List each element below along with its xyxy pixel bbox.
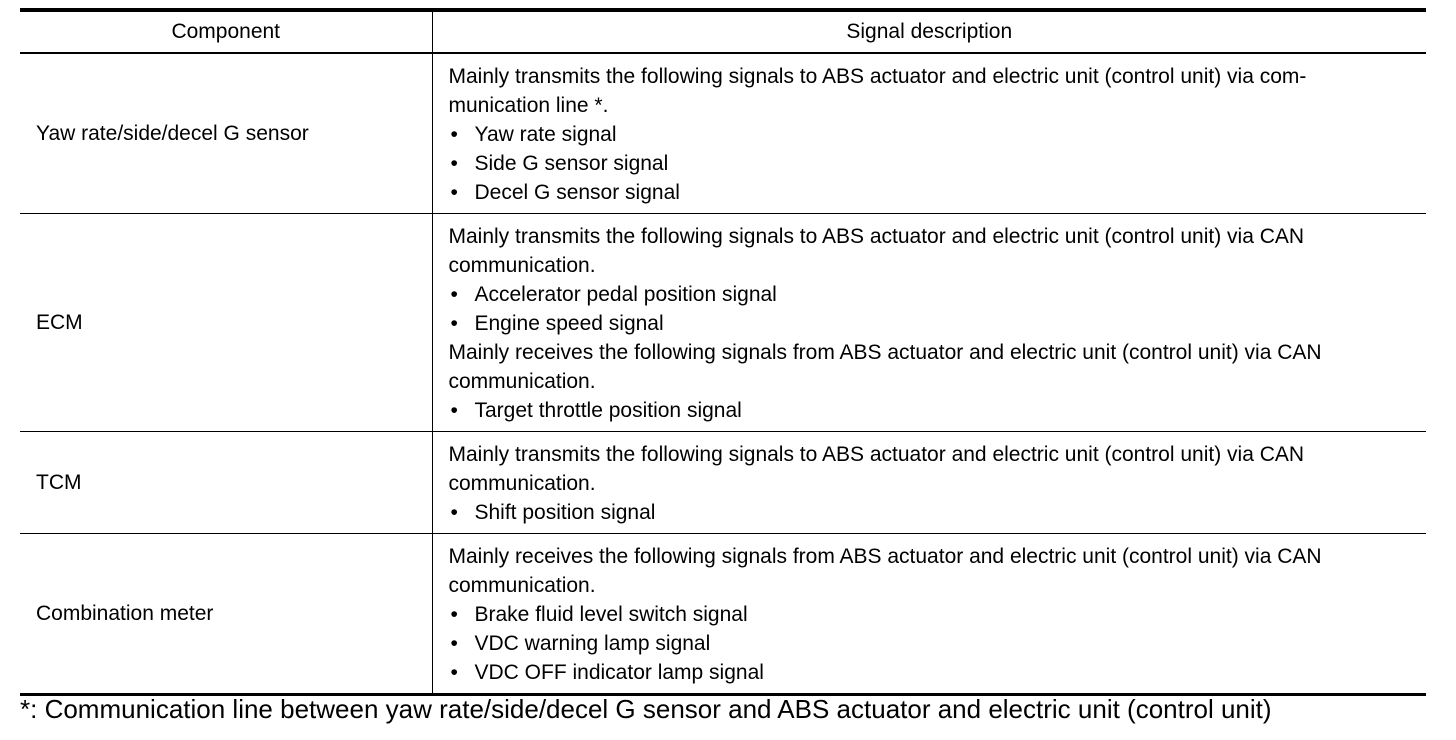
signal-description-cell [432, 214, 1426, 432]
description-line: communication. [448, 574, 596, 597]
bullet-glyph: • [450, 181, 458, 204]
component-cell: TCM [20, 432, 432, 534]
bullet-text: Engine speed signal [474, 312, 664, 335]
component-cell: Yaw rate/side/decel G sensor [20, 53, 432, 214]
signal-table-container [20, 8, 1426, 696]
bullet-text: Yaw rate signal [474, 123, 617, 146]
signal-description-cell [432, 534, 1426, 695]
bullet-text: Accelerator pedal position signal [474, 283, 777, 306]
signal-bullet-item [449, 629, 1421, 658]
description-line: Mainly transmits the following signals to ABS actuator and electric unit (control unit) via CAN [448, 443, 1305, 466]
description-line: Mainly transmits the following signals to ABS actuator and electric unit (control unit) via CAN [448, 225, 1305, 248]
description-line: communication. [448, 370, 596, 393]
header-component: Component [20, 10, 432, 53]
signal-description-cell [432, 432, 1426, 534]
bullet-glyph: • [450, 632, 458, 655]
bullet-text: Brake fluid level switch signal [474, 603, 748, 626]
signal-bullet-item [449, 600, 1421, 629]
header-signal-description: Signal description [432, 10, 1426, 53]
signal-bullet-item [449, 178, 1421, 207]
signal-bullet-item [449, 149, 1421, 178]
signal-description-cell [432, 53, 1426, 214]
component-cell: ECM [20, 214, 432, 432]
bullet-glyph: • [450, 312, 458, 335]
table-row [20, 214, 1426, 432]
description-line: Mainly transmits the following signals to ABS actuator and electric unit (control unit) via com- [448, 65, 1307, 88]
table-body [20, 53, 1426, 695]
signal-table [20, 8, 1426, 696]
bullet-text: VDC warning lamp signal [474, 632, 711, 655]
bullet-text: VDC OFF indicator lamp signal [474, 661, 764, 684]
bullet-glyph: • [450, 501, 458, 524]
footnote: *: Communication line between yaw rate/side/decel G sensor and ABS actuator and electric unit (control unit) [20, 694, 1272, 724]
description-line: Mainly receives the following signals from ABS actuator and electric unit (control unit) via CAN [448, 341, 1322, 364]
table-header-row [20, 10, 1426, 53]
description-line: munication line *. [448, 94, 609, 117]
table-row [20, 53, 1426, 214]
table-row [20, 432, 1426, 534]
signal-bullet-item [449, 120, 1421, 149]
bullet-glyph: • [450, 399, 458, 422]
signal-bullet-item [449, 498, 1421, 527]
bullet-text: Shift position signal [474, 501, 656, 524]
bullet-glyph: • [450, 152, 458, 175]
bullet-glyph: • [450, 123, 458, 146]
bullet-glyph: • [450, 283, 458, 306]
description-line: Mainly receives the following signals from ABS actuator and electric unit (control unit) via CAN [448, 545, 1322, 568]
signal-bullet-item [449, 396, 1421, 425]
component-cell: Combination meter [20, 534, 432, 695]
bullet-glyph: • [450, 661, 458, 684]
signal-bullet-item [449, 309, 1421, 338]
bullet-text: Side G sensor signal [474, 152, 669, 175]
bullet-glyph: • [450, 603, 458, 626]
bullet-text: Decel G sensor signal [474, 181, 680, 204]
signal-bullet-item [449, 280, 1421, 309]
bullet-text: Target throttle position signal [474, 399, 742, 422]
description-line: communication. [448, 254, 596, 277]
description-line: communication. [448, 472, 596, 495]
signal-bullet-item [449, 658, 1421, 687]
table-row [20, 534, 1426, 695]
